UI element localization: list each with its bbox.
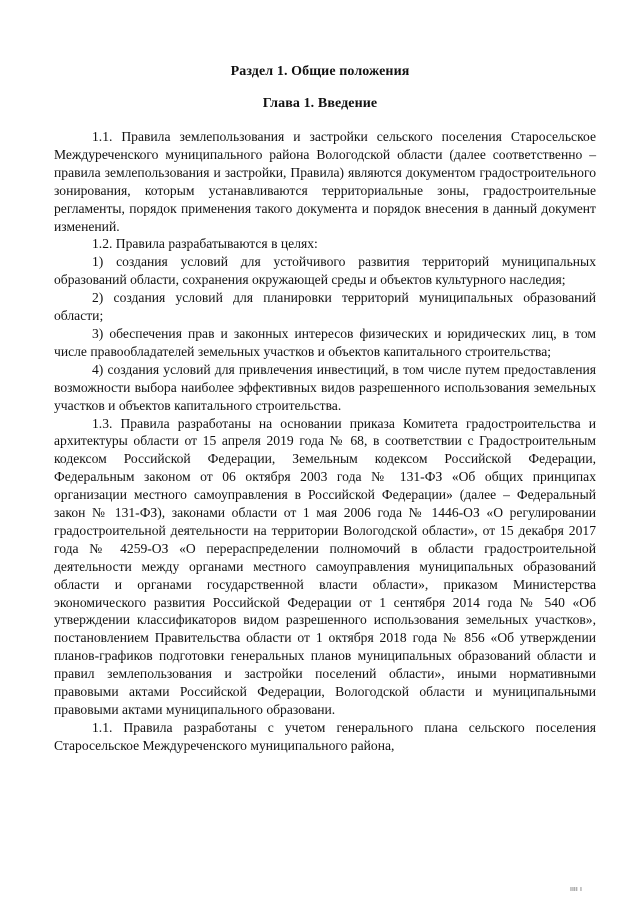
page-footer-mark: ıııı ı <box>570 885 582 893</box>
list-item-1: 1) создания условий для устойчивого развития территорий муниципальных образований области, сохранения окружающей среды и объектов культурного наследия; <box>54 254 596 288</box>
list-item-4: 4) создания условий для привлечения инвестиций, в том числе путем предоставления возможности выбора наиболее эффективных видов разрешенного использования земельных участков и объектов капитального строительства. <box>54 361 596 413</box>
paragraph-1-1: 1.1. Правила землепользования и застройки сельского поселения Старосельское Междуреченского муниципального района Вологодской области (далее соответственно – правила землепользования и застройки, Правила) являются документом градостроительного зонирования, которым устанавливаются территориальные зоны, градостроительные регламенты, порядок применения такого документа и порядок внесения в данный документ изменений. <box>54 129 596 234</box>
list-item-3: 3) обеспечения прав и законных интересов физических и юридических лиц, в том числе правообладателей земельных участков и объектов капитального строительства; <box>54 325 596 359</box>
chapter-title: Глава 1. Введение <box>262 96 378 111</box>
section-title: Раздел 1. Общие положения <box>230 64 410 79</box>
paragraph-1-1-second: 1.1. Правила разработаны с учетом генерального плана сельского поселения Старосельское Междуреченского муниципального района, <box>54 719 596 753</box>
paragraph-1-2: 1.2. Правила разрабатываются в целях: <box>92 236 318 252</box>
document-body <box>54 128 596 755</box>
list-item-2: 2) создания условий для планировки территорий муниципальных образований области; <box>54 290 596 324</box>
paragraph-1-3: 1.3. Правила разработаны на основании приказа Комитета градостроительства и архитектуры области от 15 апреля 2019 года № 68, в соответствии с Градостроительным кодексом Российской Федерации, Земельным кодексом Российской Федерации, Федеральным законом от 06 октября 2003 года № 131-ФЗ «Об общих принципах организации местного самоуправления в Российской Федерации» (далее – Федеральный закон № 131-ФЗ), законами области от 1 мая 2006 года № 1446-ОЗ «О регулировании градостроительной деятельности на территории Вологодской области», от 15 декабря 2017 года № 4259-ОЗ «О перераспределении полномочий в области градостроительной деятельности между органами местного самоуправления муниципальных образований области и органами государственной власти области», приказом Министерства экономического развития Российской Федерации от 1 сентября 2014 года № 540 «Об утверждении классификаторов видом разрешенного использования земельных участков», постановлением Правительства области от 1 октября 2018 года № 856 «Об утверждении планов-графиков подготовки генеральных планов муниципальных образований области и правил землепользования и застройки поселений области», иными нормативными правовыми актами Российской Федерации, Вологодской области и муниципальными правовыми актами муниципального образовани. <box>54 415 596 717</box>
